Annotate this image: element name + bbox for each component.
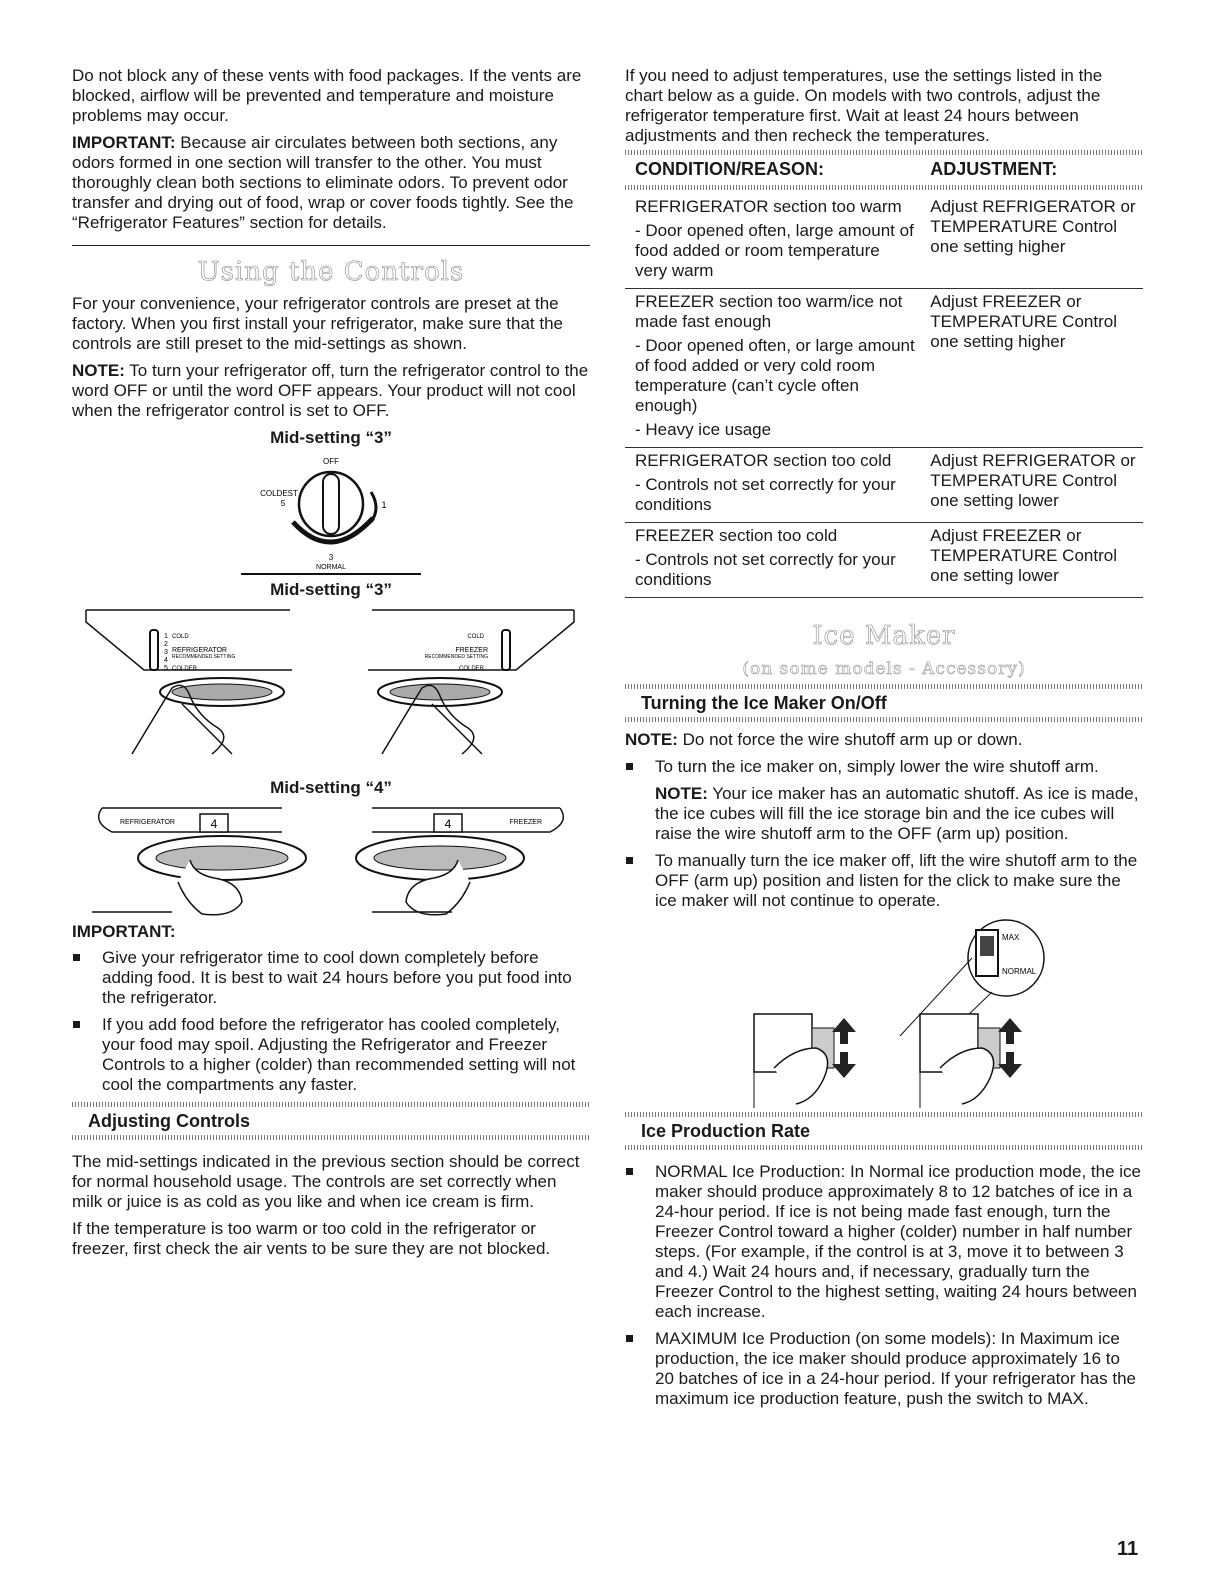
- condition-text: REFRIGERATOR section too cold: [635, 451, 892, 470]
- condition-text: REFRIGERATOR section too warm: [635, 197, 902, 216]
- right-column: [625, 66, 1143, 1416]
- dial-control-illustration: [231, 452, 431, 576]
- onoff-subnote-text: Your ice maker has an automatic shutoff. As ice is made, the ice cubes will fill the ice storage bin and the ice cubes will raise the wire shutoff arm to the OFF (arm up) position.: [655, 784, 1139, 843]
- dial-normal-label: NORMAL: [316, 564, 346, 571]
- condition-cell: [625, 448, 920, 523]
- onoff-subnote-label: NOTE:: [655, 784, 708, 803]
- table-row: [625, 289, 1143, 448]
- hatch-divider: [72, 1135, 590, 1140]
- figure-caption-slider: Mid-setting “3”: [270, 580, 392, 599]
- list-item: To manually turn the ice maker off, lift the wire shutoff arm to the OFF (arm up) position and listen for the click to make sure the ice maker will not continue to operate.: [625, 851, 1143, 911]
- table-row: [625, 523, 1143, 598]
- important-paragraph: [72, 133, 590, 233]
- rotary-freezer-label: FREEZER: [509, 819, 542, 826]
- hatch-divider: [625, 1112, 1143, 1117]
- section-divider: [72, 245, 590, 246]
- production-heading: Ice Production Rate: [641, 1121, 811, 1141]
- condition-cell: [625, 289, 920, 448]
- reason-text: - Heavy ice usage: [635, 420, 772, 439]
- table-header-row: [625, 159, 1143, 181]
- page-number: 11: [1117, 1538, 1139, 1560]
- condition-cell: [625, 194, 920, 289]
- slider-refrigerator-label: REFRIGERATOR: [172, 647, 227, 654]
- hatch-divider: [72, 1102, 590, 1107]
- table-row: [625, 194, 1143, 289]
- important2-label: IMPORTANT:: [72, 922, 176, 941]
- adjusting-paragraph-1: The mid-settings indicated in the previous section should be correct for normal household usage. The controls are set correctly when milk or juice is as cold as you like and when ice cream is firm.: [72, 1152, 580, 1211]
- slider-right-cold: COLD: [467, 634, 484, 640]
- list-item: If you add food before the refrigerator has cooled completely, your food may spoil. Adjusting the Refrigerator and Freezer Controls to a higher (colder) than recommended setting will not cool the compartments any faster.: [72, 1015, 590, 1095]
- hatch-divider: [625, 684, 1143, 689]
- condition-text: FREEZER section too cold: [635, 526, 838, 545]
- adjustment-table: [625, 159, 1143, 598]
- condition-text: FREEZER section too warm/ice not made fast enough: [635, 292, 903, 331]
- adjust-intro-paragraph: If you need to adjust temperatures, use the settings listed in the chart below as a guide. On models with two controls, adjust the refrigerator temperature first. Wait at least 24 hours between adjustments and then recheck the temperatures.: [625, 66, 1103, 145]
- figure-caption-dial: Mid-setting “3”: [270, 428, 392, 447]
- dial-three-label: 3: [328, 553, 334, 562]
- table-row: [625, 448, 1143, 523]
- onoff-bullet-list-2: [625, 851, 1143, 911]
- onoff-note-paragraph: [625, 730, 1143, 750]
- rotary-right-value: 4: [444, 817, 452, 831]
- adjusting-paragraph-2: If the temperature is too warm or too cold in the refrigerator or freezer, first check the air vents to be sure they are not blocked.: [72, 1219, 551, 1258]
- refrigerator-slider-slot: [150, 630, 158, 670]
- onoff-bullet-list: [625, 757, 1143, 777]
- reason-text: - Controls not set correctly for your conditions: [635, 550, 896, 589]
- rotary-left-value: 4: [210, 817, 218, 831]
- dial-coldest-label: COLDEST: [260, 489, 298, 498]
- dial-five-label: 5: [280, 499, 286, 508]
- list-item: NORMAL Ice Production: In Normal ice production mode, the ice maker should produce approximately 8 to 12 batches of ice in a 24-hour period. If ice is not being made fast enough, turn the Freezer Control toward a higher (colder) number in half number steps. (For example, if the control is at 3, move it to between 3 and 4.) Wait 24 hours and, if necessary, gradually turn the Freezer Control to the highest setting, waiting 24 hours between each increase.: [625, 1162, 1143, 1322]
- note-text: To turn your refrigerator off, turn the refrigerator control to the word OFF or until the word OFF appears. Your product will not cool when the refrigerator control is set to OFF.: [72, 361, 589, 420]
- slider-freezer-label: FREEZER: [455, 647, 488, 654]
- important-bullet-list: [72, 948, 590, 1095]
- left-column: [72, 66, 590, 1266]
- slider-left-num-3: 3: [164, 649, 168, 656]
- slider-left-num-5: 5: [164, 665, 168, 672]
- freezer-slider-slot: [502, 630, 510, 670]
- note-label: NOTE:: [72, 361, 125, 380]
- condition-cell: [625, 523, 920, 598]
- list-item: Give your refrigerator time to cool down completely before adding food. It is best to wait 24 hours before you put food into the refrigerator.: [72, 948, 590, 1008]
- figure-caption-rotary: Mid-setting “4”: [270, 778, 392, 797]
- list-item: MAXIMUM Ice Production (on some models): In Maximum ice production, the ice maker should produce approximately 16 to 20 batches of ice in a 24-hour period. If your refrigerator has the maximum ice production feature, push the switch to MAX.: [625, 1329, 1143, 1409]
- adjusting-controls-heading: Adjusting Controls: [88, 1111, 250, 1131]
- dial-off-label: OFF: [323, 457, 339, 466]
- slider-left-recommended: RECOMMENDED SETTING: [172, 654, 236, 660]
- vents-paragraph: Do not block any of these vents with food packages. If the vents are blocked, airflow will be prevented and temperature and moisture problems may occur.: [72, 66, 582, 125]
- rotary-refrigerator-label: REFRIGERATOR: [120, 819, 175, 826]
- reason-text: - Controls not set correctly for your conditions: [635, 475, 896, 514]
- onoff-note-label: NOTE:: [625, 730, 678, 749]
- switch-normal-label: NORMAL: [1002, 967, 1037, 976]
- convenience-paragraph: For your convenience, your refrigerator controls are preset at the factory. When you first install your refrigerator, make sure that the controls are still preset to the mid-settings as shown.: [72, 294, 563, 353]
- slider-left-num-4: 4: [164, 657, 168, 664]
- ice-maker-subtitle: (on some models - Accessory): [742, 659, 1026, 679]
- adjustment-cell: Adjust FREEZER or TEMPERATURE Control one setting lower: [920, 523, 1143, 598]
- slider-right-colder: COLDER: [458, 666, 484, 672]
- note-paragraph: [72, 361, 590, 421]
- switch-max-label: MAX: [1002, 933, 1020, 942]
- hatch-divider: [625, 1145, 1143, 1150]
- slider-left-cold: COLD: [172, 634, 189, 640]
- reason-text: - Door opened often, large amount of food added or room temperature very warm: [635, 221, 914, 280]
- slider-left-num-2: 2: [164, 641, 168, 648]
- important-text: Because air circulates between both sections, any odors formed in one section will transfer to the other. You must thoroughly clean both sections to eliminate odors. To prevent odor transfer and drying out of food, wrap or cover foods tightly. See the “Refrigerator Features” section for details.: [72, 133, 574, 232]
- adjustment-cell: Adjust REFRIGERATOR or TEMPERATURE Control one setting higher: [920, 194, 1143, 289]
- important-label: IMPORTANT:: [72, 133, 176, 152]
- ice-maker-illustration: [664, 918, 1104, 1108]
- hatch-divider: [625, 150, 1143, 155]
- adjustment-cell: Adjust REFRIGERATOR or TEMPERATURE Control one setting lower: [920, 448, 1143, 523]
- reason-text: - Door opened often, or large amount of food added or very cold room temperature (can’t cycle often enough): [635, 336, 915, 415]
- ice-maker-title: Ice Maker: [812, 621, 956, 651]
- slider-right-recommended: RECOMMENDED SETTING: [424, 654, 488, 660]
- list-item: To turn the ice maker on, simply lower the wire shutoff arm.: [625, 757, 1143, 777]
- production-bullet-list: [625, 1162, 1143, 1409]
- rotary-control-illustration: [72, 802, 590, 920]
- onoff-subnote: [625, 784, 1143, 844]
- adjustment-cell: Adjust FREEZER or TEMPERATURE Control one setting higher: [920, 289, 1143, 448]
- dial-grip: [323, 474, 339, 534]
- slider-control-illustration: [72, 604, 590, 774]
- dial-one-label: 1: [381, 500, 387, 510]
- slider-left-num-1: 1: [164, 633, 168, 640]
- slider-left-colder: COLDER: [172, 666, 198, 672]
- condition-header: CONDITION/REASON:: [635, 159, 824, 179]
- adjustment-header: ADJUSTMENT:: [930, 159, 1058, 179]
- important2-paragraph: [72, 922, 590, 942]
- onoff-note-text: Do not force the wire shutoff arm up or down.: [677, 730, 1023, 749]
- hatch-divider: [625, 717, 1143, 722]
- section-title: Using the Controls: [197, 257, 465, 287]
- onoff-heading: Turning the Ice Maker On/Off: [641, 693, 887, 713]
